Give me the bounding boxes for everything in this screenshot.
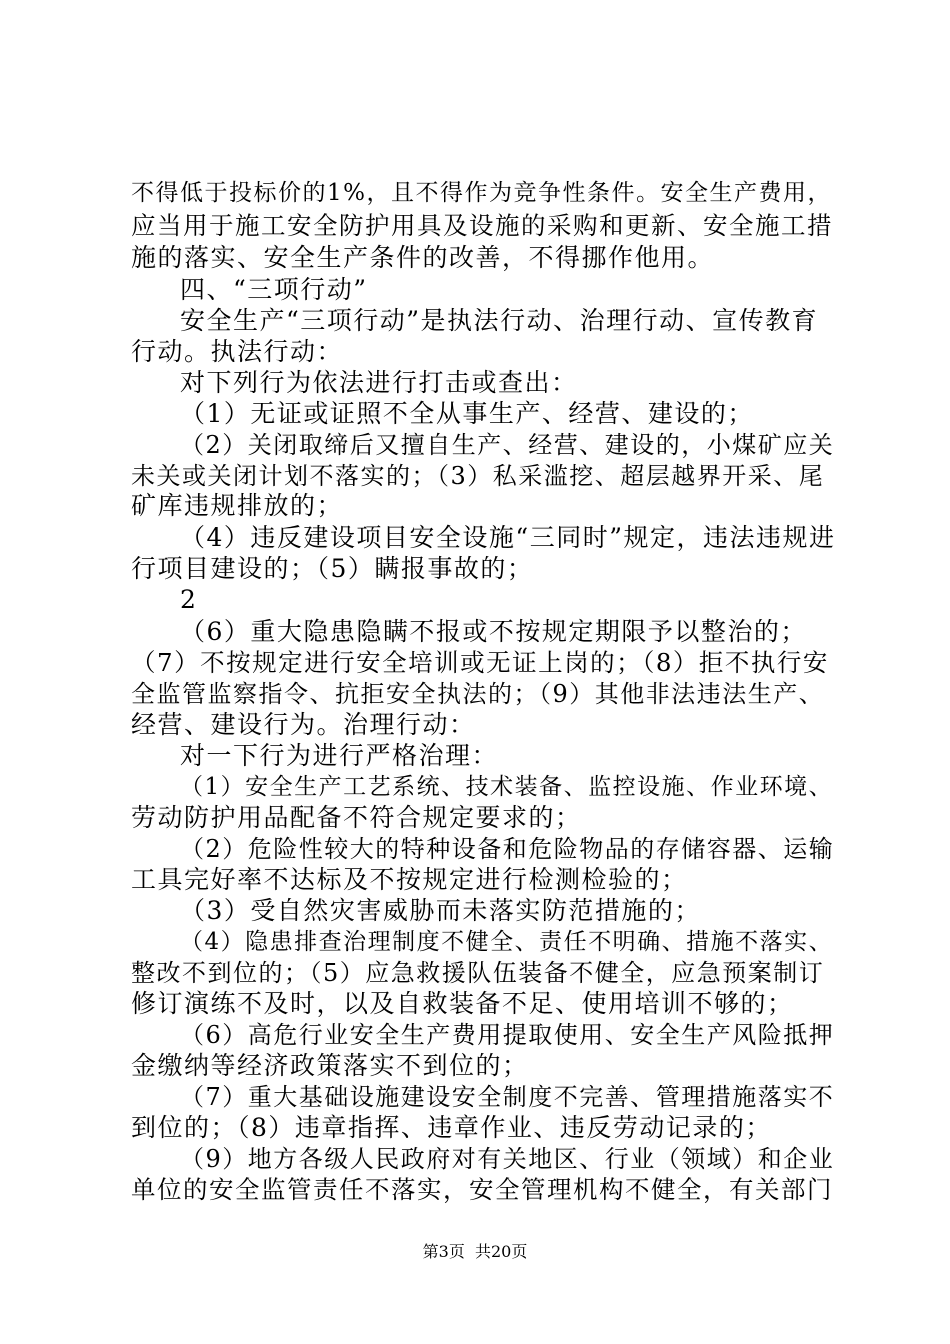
body-text-line: （6）高危行业安全生产费用提取使用、安全生产风险抵押 xyxy=(180,1021,835,1049)
body-text-line: 行动。执法行动： xyxy=(131,337,344,366)
body-text-line: 对下列行为依法进行打击或查出： xyxy=(180,368,578,397)
body-text-line: （4）违反建设项目安全设施“三同时”规定，违法违规进 xyxy=(180,523,836,552)
body-text-line: （4）隐患排查治理制度不健全、责任不明确、措施不落实、 xyxy=(180,929,834,955)
body-text-line: 矿库违规排放的； xyxy=(131,491,344,520)
body-text-line: （9）地方各级人民政府对有关地区、行业（领域）和企业 xyxy=(180,1145,835,1173)
body-text-line: 不得低于投标价的1%，且不得作为竞争性条件。安全生产费用， xyxy=(131,180,832,206)
body-text-line: 全监管监察指令、抗拒安全执法的；（9）其他非法违法生产、 xyxy=(131,680,825,708)
body-text-line: 到位的；（8）违章指挥、违章作业、违反劳动记录的； xyxy=(131,1113,772,1142)
inline-page-number: 2 xyxy=(180,585,198,614)
body-text-line: （1）安全生产工艺系统、技术装备、监控设施、作业环境、 xyxy=(180,774,834,800)
body-text-line: 修订演练不及时，以及自救装备不足、使用培训不够的； xyxy=(131,989,794,1018)
body-text-line: 整改不到位的；（5）应急救援队伍装备不健全，应急预案制订 xyxy=(131,959,825,987)
body-text-line: （7）重大基础设施建设安全制度不完善、管理措施落实不 xyxy=(180,1083,835,1111)
body-text-line: （2）危险性较大的特种设备和危险物品的存储容器、运输 xyxy=(180,835,835,863)
body-text-line: 单位的安全监管责任不落实，安全管理机构不健全，有关部门 xyxy=(131,1175,833,1204)
body-text-line: 应当用于施工安全防护用具及设施的采购和更新、安全施工措 xyxy=(131,211,833,240)
body-text-line: 行项目建设的；（5）瞒报事故的； xyxy=(131,554,534,583)
body-text-line: 施的落实、安全生产条件的改善，不得挪作他用。 xyxy=(131,243,715,272)
page-footer: 第3页 共20页 xyxy=(422,1242,528,1261)
body-text-line: 对一下行为进行严格治理： xyxy=(180,741,499,770)
body-text-line: （3）受自然灾害威胁而未落实防范措施的； xyxy=(180,896,701,925)
body-text-line: 未关或关闭计划不落实的；（3）私采滥挖、超层越界开采、尾 xyxy=(131,462,825,490)
body-text-line: 安全生产“三项行动”是执法行动、治理行动、宣传教育 xyxy=(180,306,819,335)
body-text-line: （6）重大隐患隐瞒不报或不按规定期限予以整治的； xyxy=(180,617,807,646)
body-text-line: （7）不按规定进行安全培训或无证上岗的；（8）拒不执行安 xyxy=(131,648,829,677)
body-text-line: 经营、建设行为。治理行动： xyxy=(131,710,476,739)
body-text-line: （2）关闭取缔后又擅自生产、经营、建设的，小煤矿应关 xyxy=(180,431,835,459)
body-text-line: 劳动防护用品配备不符合规定要求的； xyxy=(131,803,582,832)
body-text-line: 工具完好率不达标及不按规定进行检测检验的； xyxy=(131,865,688,894)
section-heading: 四、“三项行动” xyxy=(180,275,368,304)
body-text-line: 金缴纳等经济政策落实不到位的； xyxy=(131,1051,529,1080)
body-text-line: （1）无证或证照不全从事生产、经营、建设的； xyxy=(180,399,754,428)
